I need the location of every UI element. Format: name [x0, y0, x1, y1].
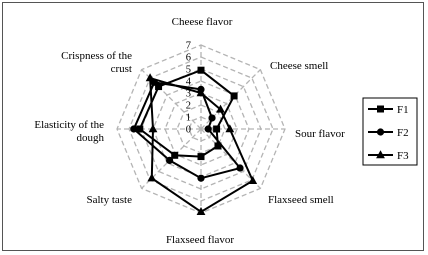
tick-label: 0 — [185, 124, 191, 136]
chart-frame — [2, 2, 424, 251]
data-point — [149, 124, 158, 132]
tick-label: 5 — [185, 64, 191, 76]
axis-label-line: crust — [110, 63, 132, 75]
data-point — [198, 153, 205, 160]
axis-label — [172, 16, 233, 28]
data-point — [166, 157, 173, 164]
radar-chart — [3, 3, 423, 250]
legend-label: F3 — [397, 150, 409, 162]
axis-label-line: Salty taste — [86, 194, 132, 206]
legend-label: F2 — [397, 127, 409, 139]
axis-label — [295, 128, 345, 140]
tick-label: 6 — [185, 52, 191, 64]
data-point — [225, 124, 234, 132]
legend — [363, 98, 417, 165]
legend-marker — [377, 128, 384, 135]
tick-label: 2 — [185, 100, 191, 112]
data-point — [197, 175, 204, 182]
axis-label-line: Crispness of the — [61, 50, 132, 62]
tick-label: 3 — [185, 88, 191, 100]
legend-marker — [377, 106, 384, 113]
data-point — [130, 125, 137, 132]
axis-label — [34, 119, 104, 144]
axis-label — [270, 60, 328, 72]
data-point — [213, 126, 220, 133]
tick-label: 7 — [185, 40, 191, 52]
axis-label — [86, 194, 132, 206]
axis-label-line: Sour flavor — [295, 128, 345, 140]
axis-label-line: Flaxseed flavor — [165, 234, 235, 246]
data-point — [231, 92, 238, 99]
data-point — [208, 114, 215, 121]
data-point — [198, 67, 205, 74]
axis-label-line: Cheese flavor — [171, 16, 233, 28]
tick-label: 1 — [185, 112, 191, 124]
axis-label-line: Flaxseed smell — [268, 194, 334, 206]
series — [130, 64, 257, 215]
axis-label — [166, 234, 234, 246]
tick-label: 4 — [185, 76, 191, 88]
data-point — [205, 125, 212, 132]
legend-label: F1 — [397, 104, 409, 116]
axis-label-line: dough — [76, 132, 104, 144]
data-point — [236, 164, 243, 171]
axis-label-line: Elasticity of the — [34, 119, 104, 131]
axis-label — [61, 50, 132, 75]
axis-label-line: Cheese smell — [270, 60, 329, 72]
axis-label — [268, 194, 334, 206]
data-point — [171, 152, 178, 159]
